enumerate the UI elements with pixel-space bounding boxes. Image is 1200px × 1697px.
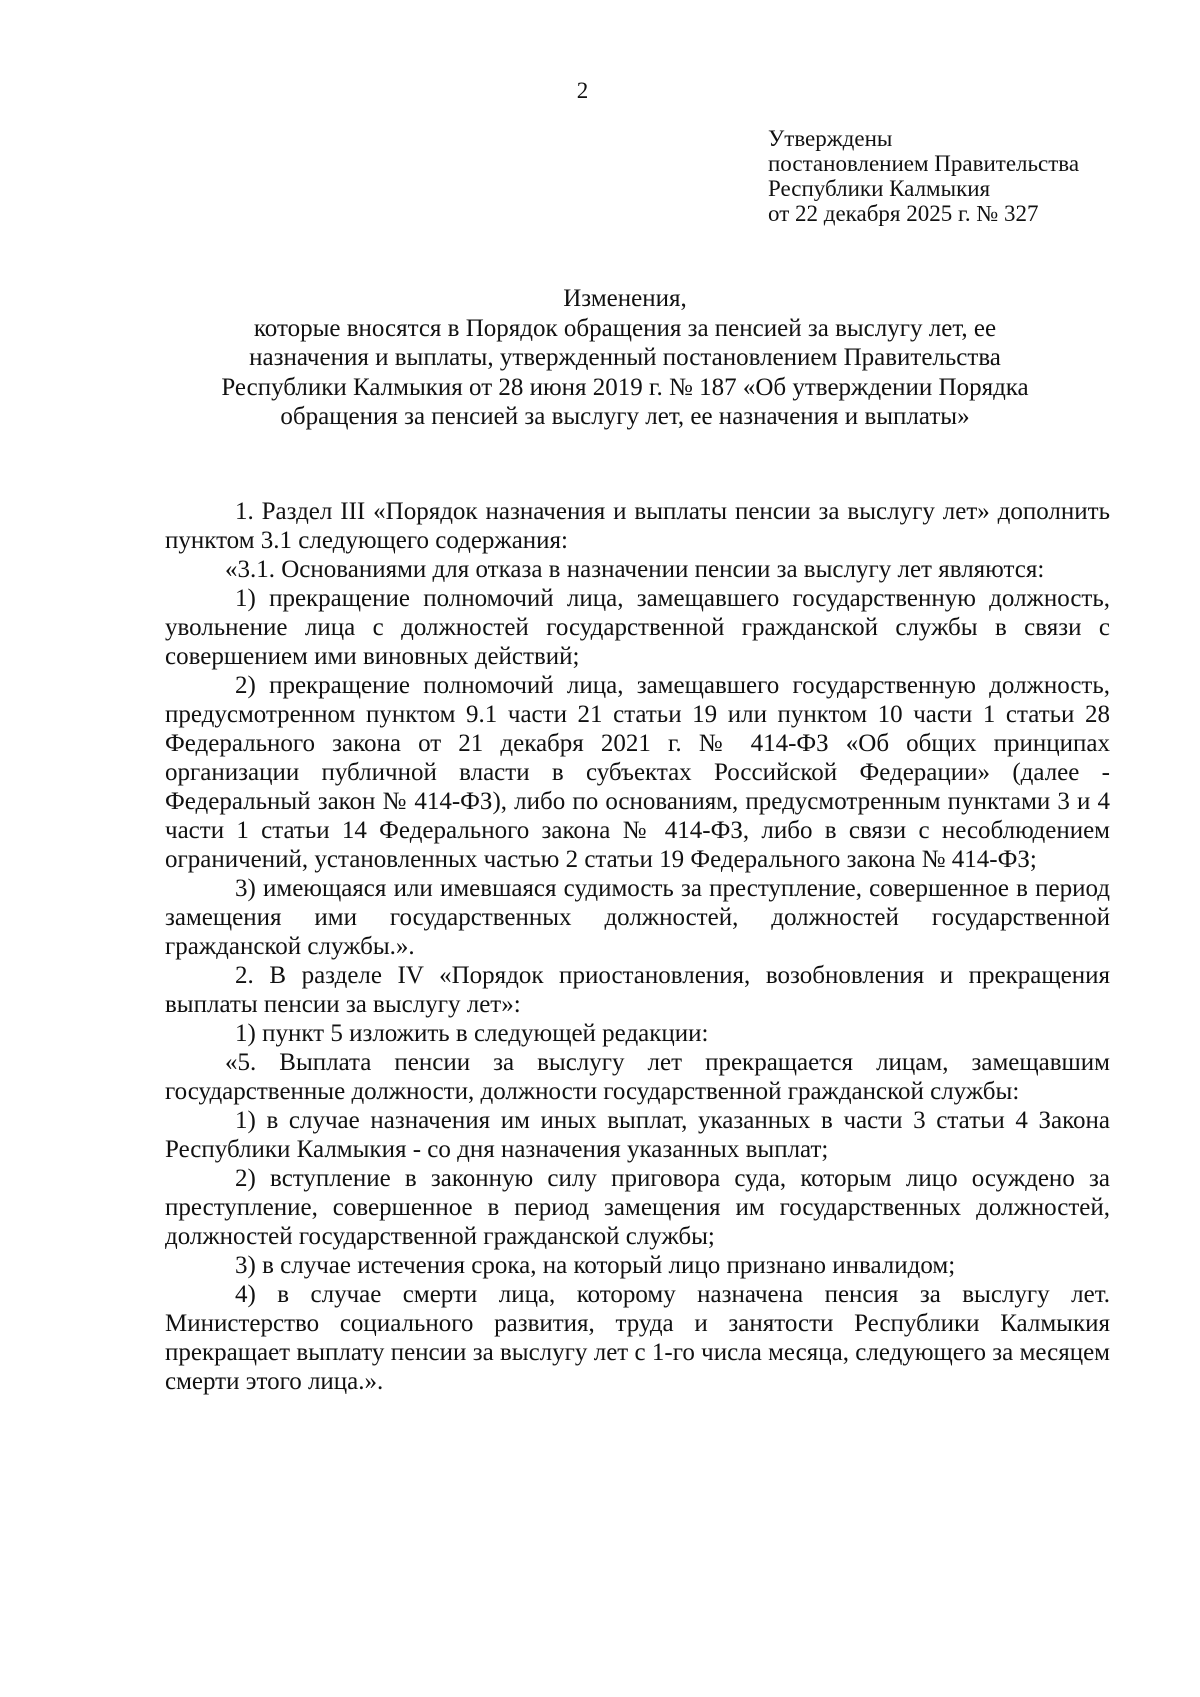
title-line-2: назначения и выплаты, утвержденный постановлением Правительства [249, 344, 1001, 371]
title-heading: Изменения, [563, 285, 687, 312]
paragraph-5: 3) имеющаяся или имевшаяся судимость за преступление, совершенное в период замещения ими государственных должностей, должностей государственной гражданской службы.». [165, 875, 1110, 960]
document-title [165, 284, 1085, 432]
title-line-4: обращения за пенсией за выслугу лет, ее назначения и выплаты» [280, 403, 970, 430]
paragraph-3: 1) прекращение полномочий лица, замещавшего государственную должность, увольнение лица с должностей государственной гражданской службы в связи с совершением ими виновных действий; [165, 585, 1110, 670]
paragraph-2: «3.1. Основаниями для отказа в назначении пенсии за выслугу лет являются: [225, 556, 1045, 583]
paragraph-8: «5. Выплата пенсии за выслугу лет прекращается лицам, замещавшим государственные должности, должности государственной гражданской службы: [165, 1049, 1110, 1105]
paragraph-4: 2) прекращение полномочий лица, замещавшего государственную должность, предусмотренном пунктом 9.1 части 21 статьи 19 или пунктом 10 части 1 статьи 28 Федерального закона от 21 декабря 2021 г. № 414-ФЗ «Об общих принципах организации публичной власти в субъектах Российской Федерации» (далее - Федеральный закон № 414-ФЗ), либо по основаниям, предусмотренным пунктами 3 и 4 части 1 статьи 14 Федерального закона № 414-ФЗ, либо в связи с несоблюдением ограничений, установленных частью 2 статьи 19 Федерального закона № 414-ФЗ; [165, 672, 1110, 873]
paragraph-6: 2. В разделе IV «Порядок приостановления, возобновления и прекращения выплаты пенсии за выслугу лет»: [165, 962, 1110, 1018]
approval-line-4: от 22 декабря 2025 г. № 327 [768, 201, 1039, 226]
paragraph-11: 3) в случае истечения срока, на который лицо признано инвалидом; [235, 1252, 956, 1279]
document-body [165, 497, 1110, 1396]
title-line-3: Республики Калмыкия от 28 июня 2019 г. № 187 «Об утверждении Порядка [221, 373, 1029, 401]
approval-stamp [768, 126, 1079, 226]
paragraph-7: 1) пункт 5 изложить в следующей редакции: [235, 1020, 709, 1047]
title-line-1: которые вносятся в Порядок обращения за пенсией за выслугу лет, ее [253, 314, 997, 342]
approval-line-2: постановлением Правительства [768, 151, 1080, 176]
paragraph-1: 1. Раздел III «Порядок назначения и выплаты пенсии за выслугу лет» дополнить пунктом 3.1 следующего содержания: [165, 498, 1110, 554]
page-number: 2 [576, 78, 589, 103]
approval-line-1: Утверждены [768, 126, 893, 151]
paragraph-9: 1) в случае назначения им иных выплат, указанных в части 3 статьи 4 Закона Республики Калмыкия - со дня назначения указанных выплат; [165, 1107, 1110, 1163]
approval-line-3: Республики Калмыкия [768, 176, 991, 201]
paragraph-12: 4) в случае смерти лица, которому назначена пенсия за выслугу лет. Министерство социального развития, труда и занятости Республики Калмыкия прекращает выплату пенсии за выслугу лет с 1-го числа месяца, следующего за месяцем смерти этого лица.». [165, 1281, 1110, 1395]
paragraph-10: 2) вступление в законную силу приговора суда, которым лицо осуждено за преступление, совершенное в период замещения им государственных должностей, должностей государственной гражданской службы; [165, 1165, 1110, 1250]
